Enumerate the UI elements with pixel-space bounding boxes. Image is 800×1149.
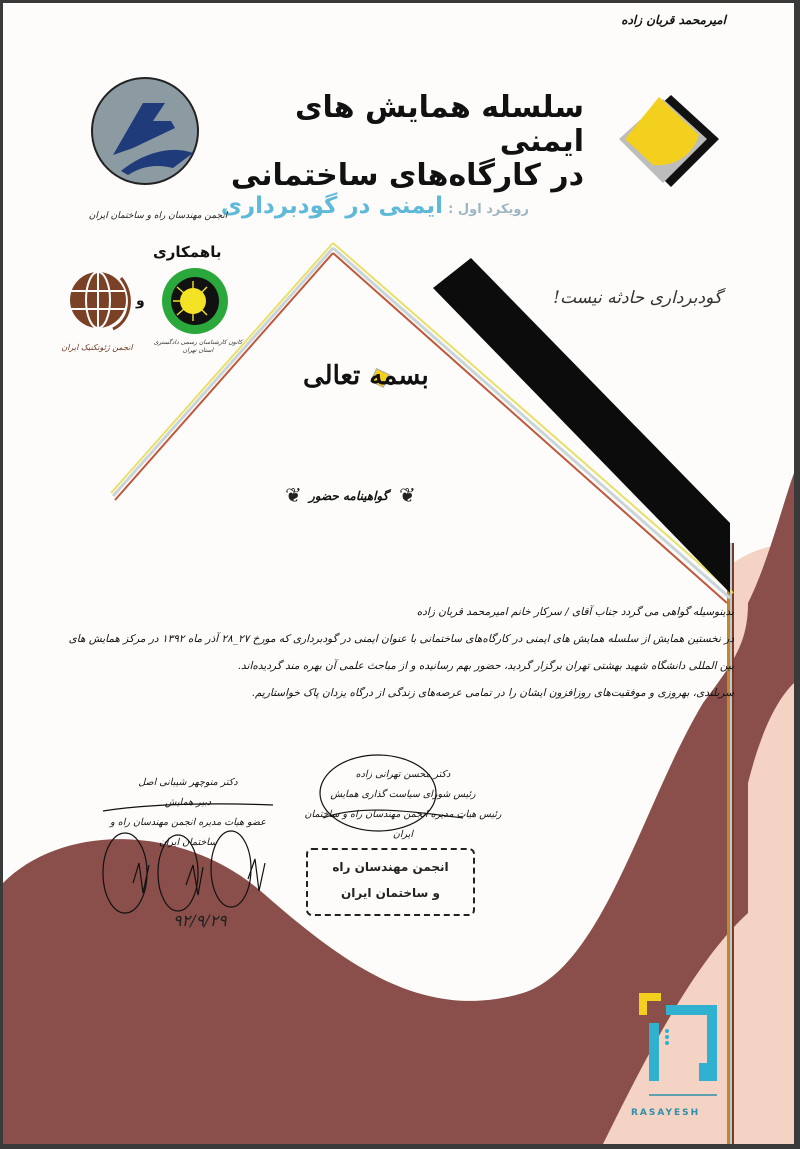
stamp-line-1: انجمن مهندسان راه bbox=[332, 860, 449, 874]
signer-name: دکتر منوچهر شیبانی اصل bbox=[138, 777, 238, 788]
and-label: و bbox=[136, 293, 145, 309]
ornament-left-icon: ❦ bbox=[285, 483, 302, 507]
signer-role: دبیر همایش bbox=[164, 797, 212, 808]
event-title-line-1: سلسله همایش های ایمنی bbox=[294, 90, 584, 159]
subtitle-prefix: رویکرد اول : bbox=[448, 202, 529, 217]
signer-name: دکتر محسن تهرانی زاده bbox=[355, 769, 451, 780]
collaboration-label: باهمکاری bbox=[153, 243, 222, 261]
certificate-body bbox=[68, 599, 734, 707]
signer-org-role: رئیس هیات مدیره انجمن مهندسان راه و ساختمان ایران bbox=[304, 809, 502, 840]
signature-left bbox=[98, 773, 278, 853]
slogan: گودبرداری حادثه نیست! bbox=[553, 288, 722, 308]
body-line: سربلندی، بهروزی و موفقیت‌های روزافزون ایشان را در تمامی عرصه‌های زندگی از درگاه یزدان پاک خواستاریم. bbox=[251, 687, 734, 699]
bismillah-calligraphy: بسمه تعالی bbox=[303, 361, 429, 391]
ornament-right-icon: ❦ bbox=[399, 483, 416, 507]
signature-date: ۹۲/۹/۲۹ bbox=[173, 911, 227, 930]
body-line: بدینوسیله گواهی می گردد جناب آقای / سرکار خانم امیرمحمد قربان زاده bbox=[416, 606, 734, 618]
partner-1-name: کانون کارشناسان رسمی دادگستری استان تهران bbox=[153, 339, 243, 354]
brand-name bbox=[631, 1108, 700, 1118]
official-stamp bbox=[306, 848, 475, 916]
event-title-line-2: در کارگاه‌های ساختمانی bbox=[230, 158, 584, 193]
certificate-title: گواهینامه حضور bbox=[309, 489, 389, 503]
body-line: در نخستین همایش از سلسله همایش های ایمنی در کارگاه‌های ساختمانی با عنوان ایمنی در گودبرداری که مورخ ۲۷_۲۸ آذر ماه ۱۳۹۲ در مرکز همایش های bbox=[68, 633, 734, 645]
subtitle-main: ایمنی در گودبرداری bbox=[220, 193, 444, 219]
signer-org-role: عضو هیات مدیره انجمن مهندسان راه و ساختمان ایران bbox=[110, 817, 266, 848]
signer-role: رئیس شورای سیاست گذاری همایش bbox=[330, 789, 476, 800]
participant-name-header: امیرمحمد قربان زاده bbox=[621, 13, 726, 27]
certificate-page bbox=[3, 3, 794, 1144]
event-subtitle bbox=[221, 193, 529, 219]
brand-name-en: RASAYESH bbox=[631, 1108, 701, 1118]
signature-right bbox=[303, 765, 503, 845]
partner-2-name: انجمن ژئوتکنیک ایران bbox=[61, 343, 133, 352]
event-title bbox=[224, 91, 584, 193]
stamp-line-2: و ساختمان ایران bbox=[341, 886, 440, 900]
main-association-name: انجمن مهندسان راه و ساختمان ایران bbox=[88, 211, 228, 221]
body-line: بین المللی دانشگاه شهید بهشتی تهران برگزار گردید، حضور بهم رسانیده و از مباحث علمی آن بهره مند گردیده‌اند. bbox=[237, 660, 734, 672]
